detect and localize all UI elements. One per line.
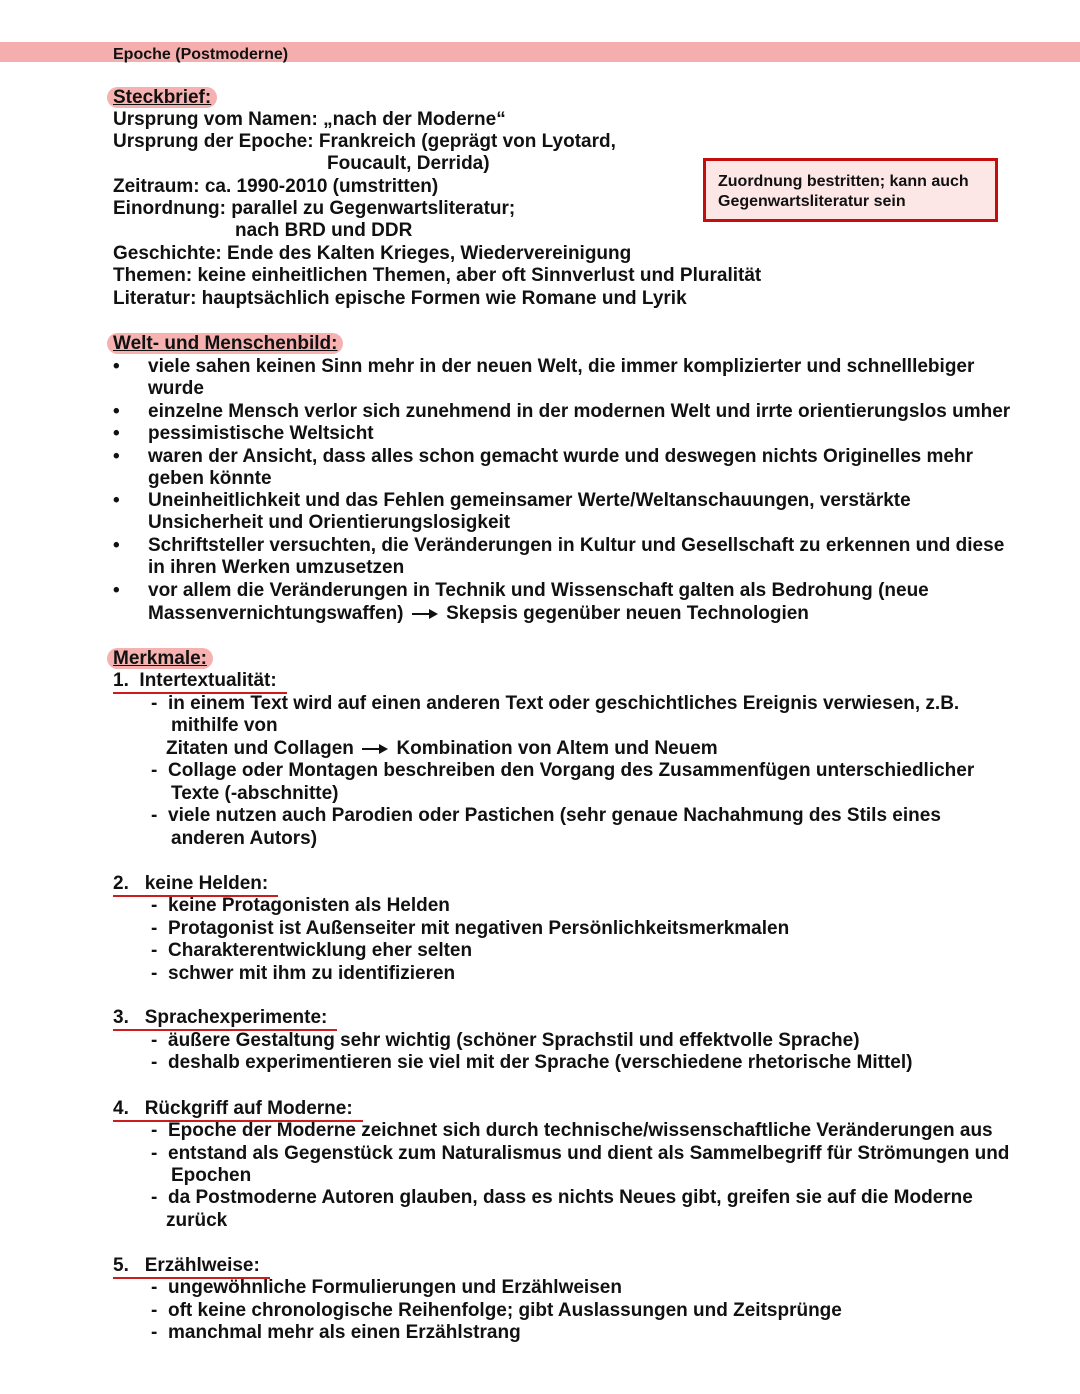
weltbild-item-4: waren der Ansicht, dass alles schon gemacht wurde und deswegen nichts Originelles mehr — [148, 446, 973, 467]
dash: - — [151, 918, 158, 939]
weltbild-item-3: pessimistische Weltsicht — [148, 423, 374, 444]
steckbrief-classification: Einordnung: parallel zu Gegenwartsliteratur; — [113, 198, 516, 219]
steckbrief-period: Zeitraum: ca. 1990-2010 (umstritten) — [113, 176, 439, 197]
dash: - — [151, 940, 158, 961]
weltbild-item-2: einzelne Mensch verlor sich zunehmend in der modernen Welt und irrte orientierungslos umher — [148, 401, 1011, 422]
steckbrief-epoch-origin-cont: Foucault, Derrida) — [327, 153, 490, 174]
dash: - — [151, 1052, 158, 1073]
arrow-right-icon — [361, 743, 389, 755]
merkmal-2-heading: 2. keine Helden: — [113, 873, 278, 895]
weltbild-item-7-cont: Massenvernichtungswaffen) Skepsis gegenüber neuen Technologien — [148, 603, 809, 624]
epoch-title: Epoche (Postmoderne) — [113, 46, 289, 63]
dash: - — [151, 693, 158, 714]
merkmal-1-item-1-cont: mithilfe von — [171, 715, 278, 736]
merkmal-1-item-3: viele nutzen auch Parodien oder Pastichen (sehr genaue Nachahmung des Stils eines — [168, 805, 941, 826]
merkmal-4-item-2: entstand als Gegenstück zum Naturalismus und dient als Sammelbegriff für Strömungen und — [168, 1143, 1010, 1164]
steckbrief-name-origin: Ursprung vom Namen: „nach der Moderne“ — [113, 109, 506, 130]
merkmal-5-item-1: ungewöhnliche Formulierungen und Erzählweisen — [168, 1277, 622, 1298]
merkmal-2-item-3: Charakterentwicklung eher selten — [168, 940, 473, 961]
merkmal-4-heading: 4. Rückgriff auf Moderne: — [113, 1098, 363, 1120]
merkmal-1-item-1-cont2: Zitaten und Collagen Kombination von Altem und Neuem — [166, 738, 718, 759]
dash: - — [151, 1300, 158, 1321]
steckbrief-epoch-origin: Ursprung der Epoche: Frankreich (geprägt von Lyotard, — [113, 131, 616, 152]
steckbrief-themes: Themen: keine einheitlichen Themen, aber oft Sinnverlust und Pluralität — [113, 265, 762, 286]
weltbild-item-6-cont: in ihren Werken umzusetzen — [148, 557, 405, 578]
bullet-dot: • — [113, 535, 120, 556]
weltbild-heading: Welt- und Menschenbild: — [113, 333, 343, 355]
merkmal-2-item-4: schwer mit ihm zu identifizieren — [168, 963, 456, 984]
weltbild-item-5: Uneinheitlichkeit und das Fehlen gemeinsamer Werte/Weltanschauungen, verstärkte — [148, 490, 911, 511]
steckbrief-heading: Steckbrief: — [113, 87, 217, 109]
weltbild-item-7: vor allem die Veränderungen in Technik und Wissenschaft galten als Bedrohung (neue — [148, 580, 929, 601]
merkmal-2-item-2: Protagonist ist Außenseiter mit negativen Persönlichkeitsmerkmalen — [168, 918, 790, 939]
merkmal-4-item-2-cont: Epochen — [171, 1165, 252, 1186]
steckbrief-classification-cont: nach BRD und DDR — [235, 220, 413, 241]
weltbild-item-4-cont: geben könnte — [148, 468, 272, 489]
weltbild-item-5-cont: Unsicherheit und Orientierungslosigkeit — [148, 512, 511, 533]
merkmale-heading: Merkmale: — [113, 648, 213, 670]
dash: - — [151, 1120, 158, 1141]
merkmal-3-item-2: deshalb experimentieren sie viel mit der Sprache (verschiedene rhetorische Mittel) — [168, 1052, 913, 1073]
weltbild-item-6: Schriftsteller versuchten, die Veränderungen in Kultur und Gesellschaft zu erkennen und diese — [148, 535, 1005, 556]
steckbrief-history: Geschichte: Ende des Kalten Krieges, Wiedervereinigung — [113, 243, 632, 264]
merkmal-1-item-3-cont: anderen Autors) — [171, 828, 318, 849]
merkmal-5-heading: 5. Erzählweise: — [113, 1255, 270, 1277]
merkmal-2-item-1: keine Protagonisten als Helden — [168, 895, 450, 916]
bullet-dot: • — [113, 580, 120, 601]
merkmal-1-item-2-cont: Texte (-abschnitte) — [171, 783, 339, 804]
note-box: Zuordnung bestritten; kann auch Gegenwartsliteratur sein — [703, 158, 998, 222]
weltbild-item-1-cont: wurde — [148, 378, 204, 399]
merkmal-3-heading: 3. Sprachexperimente: — [113, 1007, 337, 1029]
bullet-dot: • — [113, 423, 120, 444]
merkmal-1-item-1: in einem Text wird auf einen anderen Text oder geschichtliches Ereignis verwiesen, z.B. — [168, 693, 960, 714]
dash: - — [151, 1143, 158, 1164]
bullet-dot: • — [113, 446, 120, 467]
dash: - — [151, 805, 158, 826]
bullet-dot: • — [113, 401, 120, 422]
merkmal-1-heading: 1. Intertextualität: — [113, 670, 287, 692]
dash: - — [151, 760, 158, 781]
merkmal-5-item-3: manchmal mehr als einen Erzählstrang — [168, 1322, 521, 1343]
merkmal-4-item-3-cont: zurück — [166, 1210, 228, 1231]
dash: - — [151, 895, 158, 916]
dash: - — [151, 963, 158, 984]
arrow-right-icon — [411, 608, 439, 620]
dash: - — [151, 1030, 158, 1051]
bullet-dot: • — [113, 356, 120, 377]
dash: - — [151, 1322, 158, 1343]
merkmal-1-item-2: Collage oder Montagen beschreiben den Vorgang des Zusammenfügen unterschiedlicher — [168, 760, 975, 781]
dash: - — [151, 1277, 158, 1298]
merkmal-3-item-1: äußere Gestaltung sehr wichtig (schöner Sprachstil und effektvolle Sprache) — [168, 1030, 860, 1051]
merkmal-5-item-2: oft keine chronologische Reihenfolge; gibt Auslassungen und Zeitsprünge — [168, 1300, 842, 1321]
weltbild-item-1: viele sahen keinen Sinn mehr in der neuen Welt, die immer komplizierter und schnelllebiger — [148, 356, 975, 377]
bullet-dot: • — [113, 490, 120, 511]
merkmal-4-item-1: Epoche der Moderne zeichnet sich durch technische/wissenschaftliche Veränderungen aus — [168, 1120, 993, 1141]
merkmal-4-item-3: da Postmoderne Autoren glauben, dass es nichts Neues gibt, greifen sie auf die Moderne — [168, 1187, 973, 1208]
steckbrief-literature: Literatur: hauptsächlich epische Formen wie Romane und Lyrik — [113, 288, 687, 309]
dash: - — [151, 1187, 158, 1208]
